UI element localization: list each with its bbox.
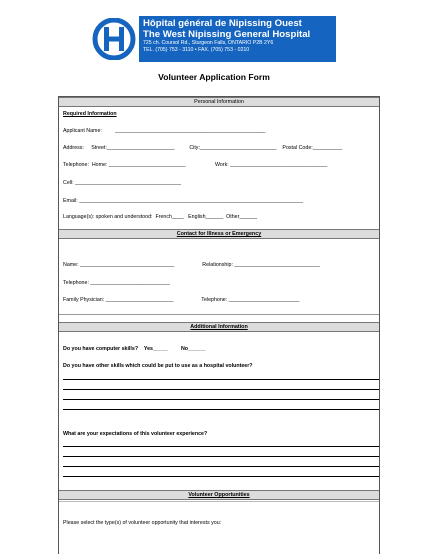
answer-line[interactable] <box>63 409 379 410</box>
answer-line[interactable] <box>63 446 379 447</box>
section-additional-information: Additional Information <box>59 322 379 332</box>
answer-line[interactable] <box>63 399 379 400</box>
family-physician-field[interactable]: Family Physician: _______________________ Telephone: ________________________ <box>63 297 300 303</box>
hospital-header <box>92 16 336 62</box>
answer-line[interactable] <box>63 456 379 457</box>
hospital-logo-icon <box>92 18 136 60</box>
expectations-question: What are your expectations of this volunteer experience? <box>63 431 208 437</box>
section-personal-information: Personal Information <box>59 97 379 107</box>
email-field[interactable]: Email: ____________________________________________________________________________ <box>63 198 304 204</box>
answer-line[interactable] <box>63 476 379 477</box>
cell-field[interactable]: Cell: ____________________________________ <box>63 180 182 186</box>
application-form <box>58 96 380 554</box>
telephone-fields[interactable]: Telephone: Home: __________________________ Work: _________________________________ <box>63 162 328 168</box>
answer-line[interactable] <box>63 466 379 467</box>
applicant-name-field[interactable]: Applicant Name: ___________________________________________________ <box>63 128 266 134</box>
form-title: Volunteer Application Form <box>158 72 270 82</box>
divider <box>59 314 379 315</box>
hospital-name-en: The West Nipissing General Hospital <box>143 29 311 40</box>
computer-skills-question[interactable]: Do you have computer skills? Yes_____ No______ <box>63 346 206 352</box>
required-information-label: Required Information <box>63 111 117 117</box>
languages-field[interactable]: Language(s): spoken and understood: French____ English______ Other______ <box>63 214 258 220</box>
hospital-address: 725 ch. Coursol Rd., Sturgeon Falls, ONTARIO P2B 2Y6 <box>143 40 274 46</box>
opportunities-prompt: Please select the type(s) of volunteer opportunity that interests you: <box>63 520 222 526</box>
hospital-info-panel <box>139 16 336 62</box>
section-emergency-contact: Contact for Illness or Emergency <box>59 229 379 239</box>
hospital-name-fr: Hôpital général de Nipissing Ouest <box>143 18 302 29</box>
divider <box>59 501 379 502</box>
emergency-telephone-field[interactable]: Telephone: ___________________________ <box>63 280 170 286</box>
hospital-phone-fax: TEL. (705) 753 - 3110 • FAX. (705) 753 - 0210 <box>143 46 250 53</box>
answer-line[interactable] <box>63 379 379 380</box>
answer-line[interactable] <box>63 389 379 390</box>
emergency-name-field[interactable]: Name: ________________________________ Relationship: _____________________________ <box>63 262 320 268</box>
address-fields[interactable]: Address: Street:_______________________ City:__________________________ Postal Code:__________ <box>63 145 343 151</box>
other-skills-question: Do you have other skills which could be put to use as a hospital volunteer? <box>63 363 253 369</box>
section-volunteer-opportunities: Volunteer Opportunities <box>59 490 379 500</box>
